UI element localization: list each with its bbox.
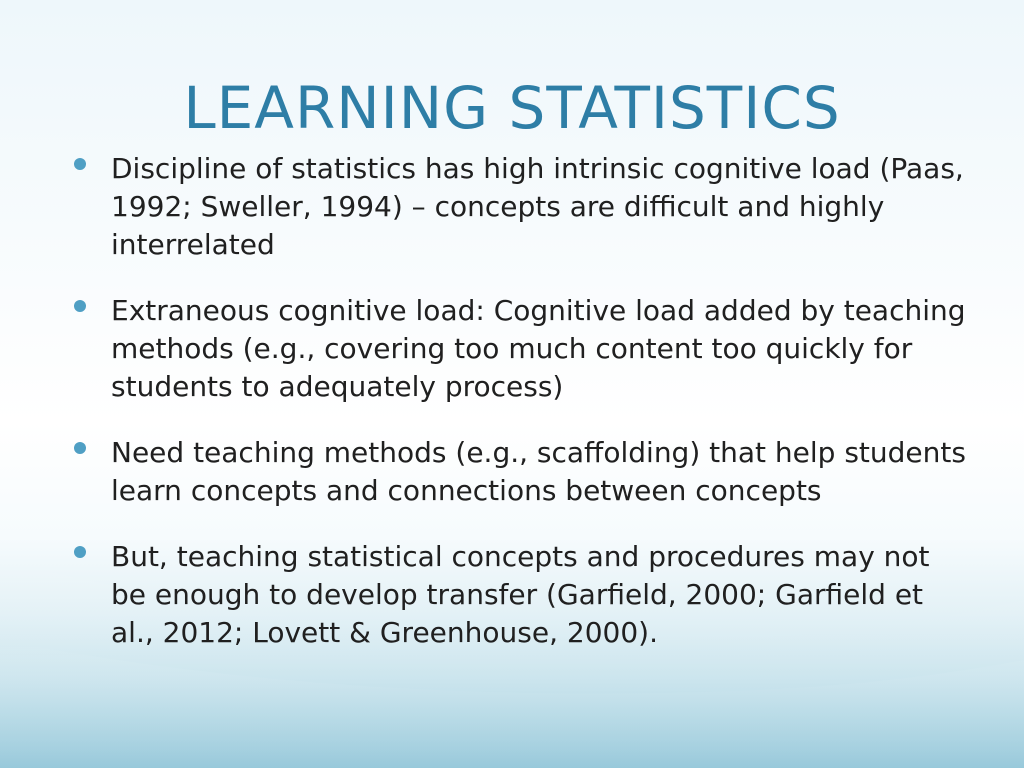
bullet-text: Discipline of statistics has high intrinsic cognitive load (Paas, 1992; Sweller, 1994) – concepts are difficult and highly interrelated [111, 152, 964, 261]
slide-title: LEARNING STATISTICS [183, 73, 841, 142]
bullet-text: Need teaching methods (e.g., scaffolding) that help students learn concepts and connections between concepts [111, 436, 966, 507]
bullet-dot-icon [74, 300, 86, 312]
bullet-dot-icon [74, 158, 86, 170]
bullet-dot-icon [74, 546, 86, 558]
bullet-dot-icon [74, 442, 86, 454]
bullet-list [0, 150, 1024, 680]
bullet-item [0, 538, 1024, 652]
bullet-item [0, 434, 1024, 510]
bullet-item [0, 292, 1024, 406]
bullet-text: Extraneous cognitive load: Cognitive load added by teaching methods (e.g., covering too much content too quickly for students to adequately process) [111, 294, 966, 403]
bullet-text: But, teaching statistical concepts and procedures may not be enough to develop transfer (Garfield, 2000; Garfield et al., 2012; Lovett & Greenhouse, 2000). [111, 540, 930, 649]
bullet-item [0, 150, 1024, 264]
